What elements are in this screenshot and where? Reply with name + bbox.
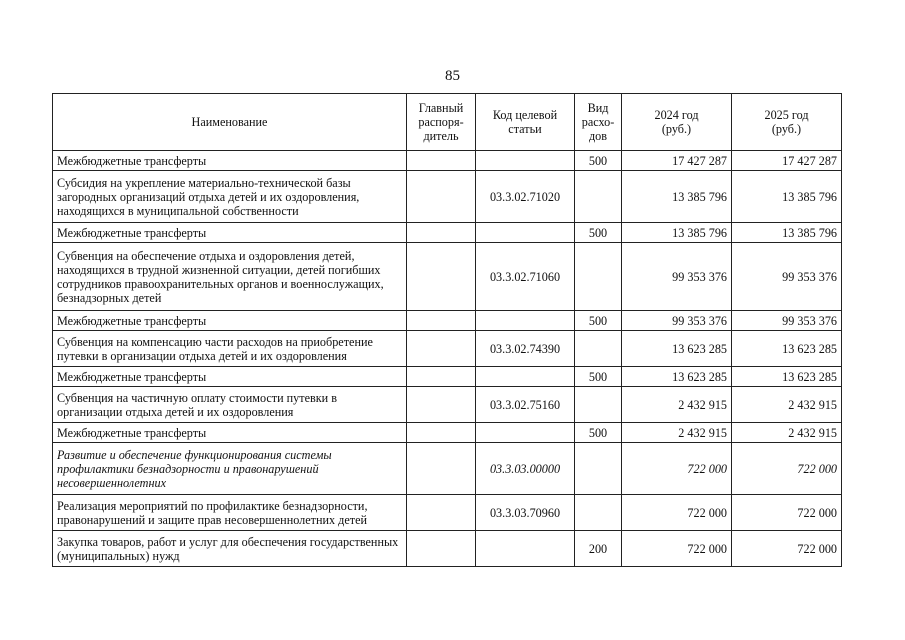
cell-2024: 17 427 287	[622, 151, 732, 171]
cell-2024: 13 623 285	[622, 331, 732, 367]
cell-2025: 13 385 796	[732, 171, 842, 223]
cell-code	[476, 151, 575, 171]
cell-name: Реализация мероприятий по профилактике безнадзорности, правонарушений и защите прав несовершеннолетних детей	[53, 495, 407, 531]
cell-kind	[575, 171, 622, 223]
header-kind: Вид расхо- дов	[575, 94, 622, 151]
cell-code	[476, 531, 575, 567]
cell-2024: 722 000	[622, 495, 732, 531]
cell-2024: 722 000	[622, 443, 732, 495]
cell-kind: 500	[575, 223, 622, 243]
cell-2025: 17 427 287	[732, 151, 842, 171]
cell-code	[476, 311, 575, 331]
page-number: 85	[445, 68, 460, 84]
cell-name: Межбюджетные трансферты	[53, 367, 407, 387]
cell-manager	[407, 311, 476, 331]
budget-table	[52, 93, 842, 567]
cell-2025: 722 000	[732, 495, 842, 531]
header-code: Код целевой статьи	[476, 94, 575, 151]
cell-code: 03.3.03.70960	[476, 495, 575, 531]
cell-kind: 500	[575, 311, 622, 331]
cell-2024: 722 000	[622, 531, 732, 567]
cell-2025: 722 000	[732, 443, 842, 495]
cell-kind: 500	[575, 151, 622, 171]
cell-2024: 13 385 796	[622, 171, 732, 223]
cell-2025: 99 353 376	[732, 311, 842, 331]
cell-manager	[407, 223, 476, 243]
table-row	[53, 443, 842, 495]
table-row	[53, 367, 842, 387]
table-row	[53, 387, 842, 423]
table-row	[53, 151, 842, 171]
cell-name: Закупка товаров, работ и услуг для обеспечения государственных (муниципальных) нужд	[53, 531, 407, 567]
cell-2025: 2 432 915	[732, 387, 842, 423]
cell-code	[476, 423, 575, 443]
cell-name: Развитие и обеспечение функционирования системы профилактики безнадзорности и правонарушений несовершеннолетних	[53, 443, 407, 495]
cell-manager	[407, 151, 476, 171]
cell-code: 03.3.02.74390	[476, 331, 575, 367]
cell-kind	[575, 387, 622, 423]
cell-name: Субвенция на частичную оплату стоимости путевки в организации отдыха детей и их оздоровления	[53, 387, 407, 423]
cell-2024: 13 623 285	[622, 367, 732, 387]
cell-name: Межбюджетные трансферты	[53, 223, 407, 243]
cell-kind	[575, 443, 622, 495]
cell-kind: 500	[575, 367, 622, 387]
cell-2025: 722 000	[732, 531, 842, 567]
table-header-row	[53, 94, 842, 151]
cell-name: Субсидия на укрепление материально-технической базы загородных организаций отдыха детей и их оздоровления, находящихся в муниципальной собственности	[53, 171, 407, 223]
cell-kind: 200	[575, 531, 622, 567]
cell-kind: 500	[575, 423, 622, 443]
table-row	[53, 331, 842, 367]
table-row	[53, 243, 842, 311]
cell-manager	[407, 367, 476, 387]
header-name: Наименование	[53, 94, 407, 151]
header-2025: 2025 год (руб.)	[732, 94, 842, 151]
cell-code: 03.3.02.71060	[476, 243, 575, 311]
header-manager: Главный распоря- дитель	[407, 94, 476, 151]
cell-2025: 99 353 376	[732, 243, 842, 311]
cell-kind	[575, 331, 622, 367]
cell-manager	[407, 443, 476, 495]
cell-code: 03.3.02.75160	[476, 387, 575, 423]
cell-code: 03.3.03.00000	[476, 443, 575, 495]
cell-manager	[407, 531, 476, 567]
cell-2024: 13 385 796	[622, 223, 732, 243]
cell-2025: 2 432 915	[732, 423, 842, 443]
cell-name: Субвенция на обеспечение отдыха и оздоровления детей, находящихся в трудной жизненной ситуации, детей погибших сотрудников правоохранительных органов и военнослужащих, безнадзорных детей	[53, 243, 407, 311]
cell-name: Межбюджетные трансферты	[53, 151, 407, 171]
cell-2025: 13 623 285	[732, 367, 842, 387]
table-row	[53, 223, 842, 243]
table-row	[53, 423, 842, 443]
table-row	[53, 311, 842, 331]
table-row	[53, 531, 842, 567]
cell-2024: 2 432 915	[622, 387, 732, 423]
cell-name: Субвенция на компенсацию части расходов на приобретение путевки в организации отдыха детей и их оздоровления	[53, 331, 407, 367]
cell-2025: 13 623 285	[732, 331, 842, 367]
cell-manager	[407, 243, 476, 311]
cell-2024: 99 353 376	[622, 243, 732, 311]
header-2024: 2024 год (руб.)	[622, 94, 732, 151]
cell-2024: 99 353 376	[622, 311, 732, 331]
cell-manager	[407, 423, 476, 443]
cell-name: Межбюджетные трансферты	[53, 423, 407, 443]
cell-kind	[575, 243, 622, 311]
cell-code	[476, 367, 575, 387]
cell-kind	[575, 495, 622, 531]
cell-manager	[407, 331, 476, 367]
cell-manager	[407, 495, 476, 531]
table-row	[53, 171, 842, 223]
cell-2024: 2 432 915	[622, 423, 732, 443]
cell-2025: 13 385 796	[732, 223, 842, 243]
cell-manager	[407, 387, 476, 423]
table-row	[53, 495, 842, 531]
cell-code	[476, 223, 575, 243]
cell-manager	[407, 171, 476, 223]
cell-name: Межбюджетные трансферты	[53, 311, 407, 331]
cell-code: 03.3.02.71020	[476, 171, 575, 223]
